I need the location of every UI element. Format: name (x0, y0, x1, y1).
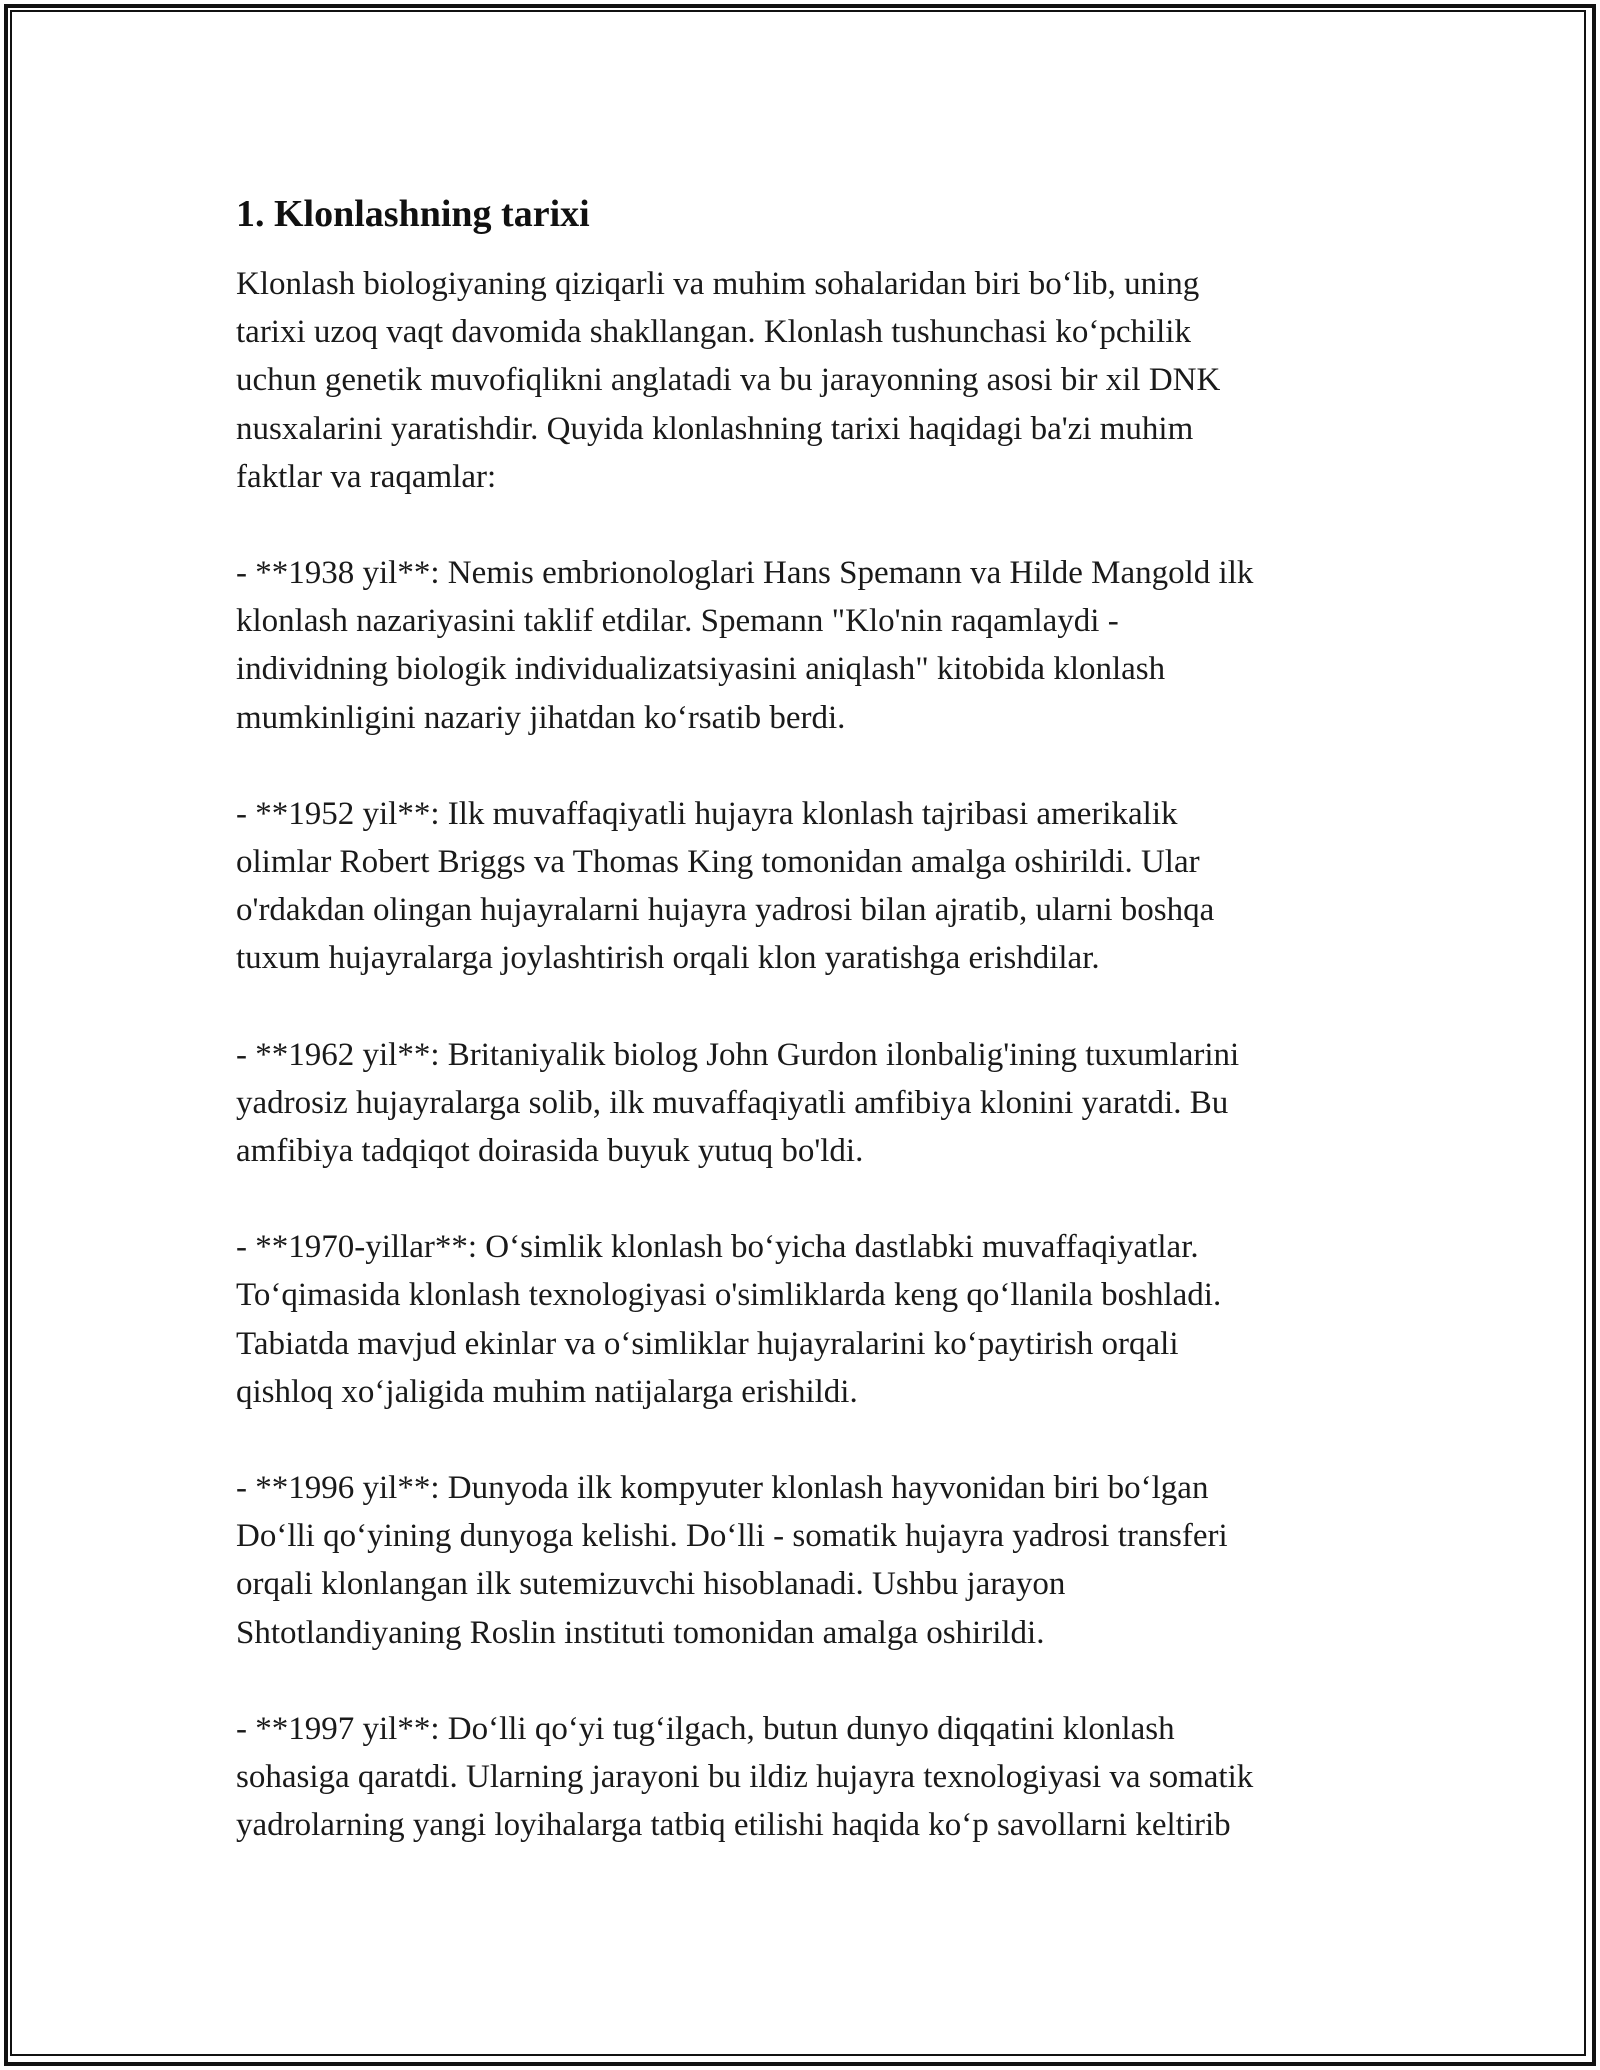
timeline-1997-paragraph: - **1997 yil**: Do‘lli qo‘yi tug‘ilgach, butun dunyo diqqatini klonlash sohasiga qaratdi. Ularning jarayoni bu ildiz hujayra texnologiyasi va somatik yadrolarning yangi loyihalarga tatbiq etilishi haqida ko‘p savollarni keltirib (236, 1710, 1254, 1844)
timeline-1938-paragraph: - **1938 yil**: Nemis embrionologlari Hans Spemann va Hilde Mangold ilk klonlash nazariyasini taklif etdilar. Spemann "Klo'nin raqamlaydi - individning biologik individualizatsiyasini aniqlash" kitobida klonlash mumkinligini nazariy jihatdan ko‘rsatib berdi. (236, 555, 1254, 736)
timeline-1996-paragraph: - **1996 yil**: Dunyoda ilk kompyuter klonlash hayvonidan biri bo‘lgan Do‘lli qo‘yining dunyoga kelishi. Do‘lli - somatik hujayra yadrosi transferi orqali klonlangan ilk sutemizuvchi hisoblanadi. Ushbu jarayon Shtotlandiyaning Roslin instituti tomonidan amalga oshirildi. (236, 1470, 1228, 1651)
intro-paragraph: Klonlash biologiyaning qiziqarli va muhim sohalaridan biri bo‘lib, uning tarixi uzoq vaqt davomida shakllangan. Klonlash tushunchasi ko‘pchilik uchun genetik muvofiqlikni anglatadi va bu jarayonning asosi bir xil DNK nusxalarini yaratishdir. Quyida klonlashning tarixi haqidagi ba'zi muhim faktlar va raqamlar: (236, 266, 1221, 495)
timeline-1962-paragraph: - **1962 yil**: Britaniyalik biolog John Gurdon ilonbalig'ining tuxumlarini yadrosiz hujayralarga solib, ilk muvaffaqiyatli amfibiya klonini yaratdi. Bu amfibiya tadqiqot doirasida buyuk yutuq bo'ldi. (236, 1036, 1240, 1170)
timeline-1970s-paragraph: - **1970-yillar**: O‘simlik klonlash bo‘yicha dastlabki muvaffaqiyatlar. To‘qimasida klonlash texnologiyasi o'simliklarda keng qo‘llanila boshladi. Tabiatda mavjud ekinlar va o‘simliklar hujayralarini ko‘paytirish orqali qishloq xo‘jaligida muhim natijalarga erishildi. (236, 1229, 1222, 1410)
section-heading: 1. Klonlashning tarixi (236, 193, 590, 235)
document-body (236, 190, 1376, 1897)
timeline-1952-paragraph: - **1952 yil**: Ilk muvaffaqiyatli hujayra klonlash tajribasi amerikalik olimlar Robert Briggs va Thomas King tomonidan amalga oshirildi. Ular o'rdakdan olingan hujayralarni hujayra yadrosi bilan ajratib, ularni boshqa tuxum hujayralarga joylashtirish orqali klon yaratishga erishdilar. (236, 795, 1215, 977)
